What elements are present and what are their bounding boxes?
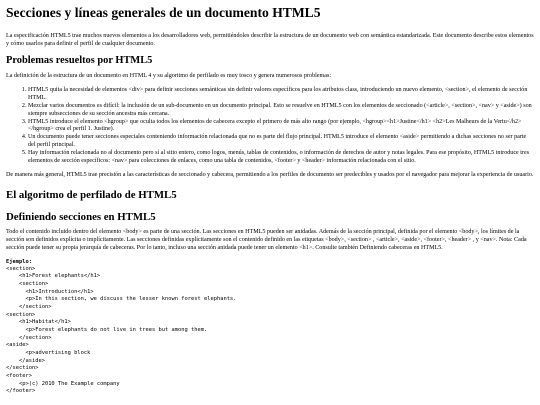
- page-title: Secciones y líneas generales de un documento HTML5: [6, 5, 321, 20]
- list-item: 1. HTML5 quita la necesidad de elementos <div> para definir secciones semánticas sin definir valores específicos para los atributos class, introduciendo un nuevo elemento, <section>, el elemento de sección HTML.: [28, 87, 534, 103]
- example-label: Ejemplo:: [6, 258, 32, 265]
- code-example: <section> <h1>Forest elephants</h1> <section> <h1>Introduction</h1> <p>In this section, we discuss the lesser known forest elephants. </section> <section> <h1>Habitat</h1> <p>Forest elephants do not live in trees but among them. </section> <aside> <p>advertising block </aside> </section> <footer> <p>(c) 2010 The Example company </footer>: [6, 265, 237, 395]
- problems-intro-paragraph: La definición de la estructura de un documento en HTML 4 y su algoritmo de perfilado es muy tosco y genera numerosos problemas:: [6, 72, 332, 79]
- defining-sections-paragraph: Todo el contenido incluido dentro del elemento <body> es parte de una sección. Las secciones en HTML5 pueden ser anidadas. Además de la sección principal, definida por el elemento <body>, los límites de la sección son definidos explícita o implícitamente. Las secciones definidas explícitamente son el contenido definido en las etiquetas <body>, <section> , <article>, <aside>, <footer>, <header> , y <nav>. Nota: Cada sección puede tener su propia jerarquía de cabeceras. Por lo tanto, incluso una sección anidada puede tener un elemento <h1>. Consulte también Definiendo cabeceras en HTML5.: [6, 228, 527, 251]
- list-item: 5. Hay información relacionada no al documento pero sí al sitio entero, como logos, menús, tablas de contenidos, o información de derechos de autor y notas legales. Para ese propósito, HTML5 introduce tres elementos de sección específicos: <nav> para colecciones de enlaces, como una tabla de contenidos, <footer> y <header> información relacionada con el sitio.: [28, 150, 534, 166]
- defining-sections-heading: Definiendo secciones en HTML5: [6, 210, 156, 223]
- list-item: 3. HTML5 introduce el elemento <hgroup> que oculta todos los elementos de cabecera excepto el primero de más alto rango (por ejemplo, <hgroup><h1>Justine</h1> <h2>Les Malheurs de la Vertu</h2></hgroup> crea el perfil 1. Justine).: [28, 119, 534, 135]
- problems-heading: Problemas resueltos por HTML5: [6, 55, 153, 67]
- list-item: 4. Un documento puede tener secciones especiales conteniendo información relacionada que no es parte del flujo principal. HTML5 introduce el elemento <aside> permitiendo a dichas secciones no ser parte del perfil principal.: [28, 134, 534, 150]
- problems-list: [6, 87, 534, 166]
- problems-outro-paragraph: De manera más general, HTML5 trae precisión a las características de seccionado y cabecera, permitiendo a los perfiles de documento ser predecibles y usados por el navegador para mejorar la experiencia de usuario.: [6, 172, 534, 179]
- list-item: 2. Mezclar varios documentos es difícil: la inclusión de un sub-documento en un documento principal. Esto se resuelve en HTML5 con los elementos de seccionado (<article>, <section>, <nav> y <aside>) son siempre subsecciones de su sección ancestra más cercana.: [28, 103, 534, 119]
- intro-paragraph: La especificación HTML5 trae muchos nuevos elementos a los desarrolladores web, permitiéndoles describir la estructura de un documento web con semántica estandarizada. Este documento describe estos elementos y cómo usarlos para definir el perfil de cualquier documento.: [6, 32, 534, 47]
- algorithm-heading: El algoritmo de perfilado de HTML5: [6, 189, 177, 202]
